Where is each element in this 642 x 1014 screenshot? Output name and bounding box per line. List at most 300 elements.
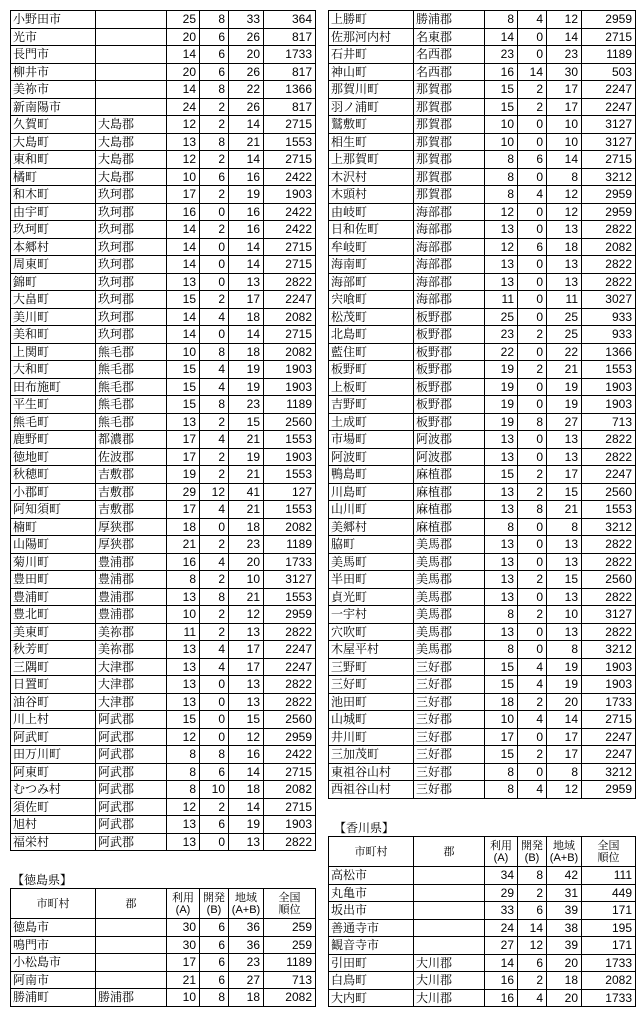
dev-b-cell: 4 [518, 659, 547, 677]
county-cell: 大津郡 [96, 659, 167, 677]
municipality-cell: 橘町 [11, 169, 96, 187]
county-cell: 麻植郡 [414, 519, 485, 537]
use-a-cell: 30 [167, 919, 200, 937]
use-a-cell: 11 [167, 624, 200, 642]
dev-b-cell: 0 [200, 256, 229, 274]
table-row [11, 46, 316, 64]
dev-b-cell: 2 [200, 291, 229, 309]
header-text: 地域 [235, 891, 257, 904]
area-ab-cell: 17 [547, 99, 582, 117]
county-cell: 大川郡 [414, 955, 485, 973]
dev-b-cell: 2 [200, 99, 229, 117]
rank-cell: 1903 [582, 659, 636, 677]
county-cell: 那賀郡 [414, 81, 485, 99]
municipality-cell: 神山町 [329, 64, 414, 82]
use-a-cell: 8 [167, 571, 200, 589]
municipality-cell: 坂出市 [329, 902, 414, 920]
rank-cell: 2247 [264, 291, 316, 309]
table-row [329, 274, 636, 292]
use-a-cell: 16 [485, 972, 518, 990]
dev-b-cell: 0 [200, 834, 229, 852]
table-row [11, 116, 316, 134]
rank-cell: 817 [264, 99, 316, 117]
table-row [11, 571, 316, 589]
header-text: 開発 [203, 891, 225, 904]
area-ab-cell: 19 [547, 396, 582, 414]
area-ab-cell: 8 [547, 764, 582, 782]
rank-cell: 2422 [264, 169, 316, 187]
dev-b-cell: 2 [200, 466, 229, 484]
rank-cell: 2822 [582, 624, 636, 642]
municipality-cell: 久賀町 [11, 116, 96, 134]
use-a-cell: 8 [485, 151, 518, 169]
municipality-cell: 豊北町 [11, 606, 96, 624]
dev-b-cell: 0 [518, 589, 547, 607]
rank-cell: 2715 [264, 764, 316, 782]
area-ab-cell: 21 [229, 501, 264, 519]
area-ab-cell: 21 [229, 134, 264, 152]
rank-cell: 2082 [582, 972, 636, 990]
rank-cell: 1733 [264, 554, 316, 572]
use-a-cell: 14 [167, 239, 200, 257]
area-ab-cell: 39 [547, 937, 582, 955]
dev-b-cell: 2 [200, 221, 229, 239]
area-ab-cell: 13 [547, 221, 582, 239]
table-row [329, 571, 636, 589]
dev-b-cell: 2 [518, 746, 547, 764]
county-cell [96, 64, 167, 82]
municipality-cell: 阿知須町 [11, 501, 96, 519]
county-cell: 玖珂郡 [96, 186, 167, 204]
area-ab-cell: 13 [547, 536, 582, 554]
area-ab-cell: 21 [547, 361, 582, 379]
municipality-cell: 美祢市 [11, 81, 96, 99]
table-row [11, 711, 316, 729]
table-row [329, 344, 636, 362]
table-row [11, 134, 316, 152]
area-ab-cell: 33 [229, 11, 264, 29]
county-cell: 美祢郡 [96, 641, 167, 659]
use-a-cell: 8 [485, 606, 518, 624]
rank-cell: 2715 [264, 799, 316, 817]
county-cell: 阿武郡 [96, 746, 167, 764]
table-row [11, 449, 316, 467]
county-cell: 豊浦郡 [96, 571, 167, 589]
rank-cell: 1189 [264, 954, 316, 972]
rank-cell: 1189 [582, 46, 636, 64]
dev-b-cell: 8 [200, 746, 229, 764]
use-a-cell: 13 [485, 256, 518, 274]
table-row [329, 326, 636, 344]
use-a-cell: 13 [485, 274, 518, 292]
rank-cell: 1733 [582, 990, 636, 1008]
area-ab-cell: 20 [547, 955, 582, 973]
use-a-cell: 8 [485, 169, 518, 187]
table-row [11, 641, 316, 659]
use-a-cell: 8 [167, 764, 200, 782]
table-row [329, 11, 636, 29]
dev-b-cell: 6 [518, 151, 547, 169]
municipality-cell: 観音寺市 [329, 937, 414, 955]
use-a-cell: 8 [485, 11, 518, 29]
county-cell: 阿武郡 [96, 799, 167, 817]
use-a-cell: 17 [485, 729, 518, 747]
rank-cell: 1553 [264, 431, 316, 449]
rank-cell: 1903 [264, 361, 316, 379]
dev-b-cell: 14 [518, 64, 547, 82]
use-a-cell: 8 [485, 519, 518, 537]
table-row [329, 606, 636, 624]
municipality-cell: 鴨島町 [329, 466, 414, 484]
rank-cell: 2560 [264, 711, 316, 729]
dev-b-cell: 4 [518, 11, 547, 29]
table-row [329, 151, 636, 169]
rank-cell: 2822 [582, 221, 636, 239]
county-cell: 熊毛郡 [96, 361, 167, 379]
rank-cell: 2822 [582, 256, 636, 274]
dev-b-cell: 0 [200, 711, 229, 729]
table-row [329, 361, 636, 379]
area-ab-cell: 31 [547, 885, 582, 903]
dev-b-cell: 0 [518, 116, 547, 134]
dev-b-cell: 6 [200, 169, 229, 187]
dev-b-cell: 8 [200, 396, 229, 414]
table-row [329, 134, 636, 152]
use-a-cell: 12 [167, 799, 200, 817]
area-ab-cell: 16 [229, 221, 264, 239]
county-cell [96, 937, 167, 955]
use-a-cell: 13 [485, 571, 518, 589]
rank-cell: 2959 [264, 606, 316, 624]
county-cell: 海部郡 [414, 256, 485, 274]
use-a-cell: 12 [485, 239, 518, 257]
county-cell: 大島郡 [96, 151, 167, 169]
county-cell [96, 81, 167, 99]
county-cell: 麻植郡 [414, 484, 485, 502]
area-ab-cell: 18 [229, 344, 264, 362]
table-row [329, 484, 636, 502]
rank-cell: 2822 [264, 834, 316, 852]
municipality-cell: 吉野町 [329, 396, 414, 414]
rank-cell: 2715 [264, 239, 316, 257]
area-ab-cell: 12 [547, 204, 582, 222]
area-ab-cell: 23 [547, 46, 582, 64]
municipality-cell: 北島町 [329, 326, 414, 344]
dev-b-cell: 8 [200, 989, 229, 1007]
dev-b-cell: 0 [518, 431, 547, 449]
area-ab-cell: 16 [229, 746, 264, 764]
municipality-cell: 松茂町 [329, 309, 414, 327]
use-a-cell: 13 [167, 676, 200, 694]
dev-b-cell: 2 [518, 972, 547, 990]
table-row [329, 781, 636, 799]
table-row [11, 344, 316, 362]
rank-cell: 2959 [582, 11, 636, 29]
area-ab-cell: 13 [547, 589, 582, 607]
table-row [329, 764, 636, 782]
county-cell: 厚狭郡 [96, 536, 167, 554]
area-ab-cell: 21 [547, 501, 582, 519]
use-a-cell: 10 [167, 989, 200, 1007]
municipality-cell: 阿東町 [11, 764, 96, 782]
dev-b-cell: 4 [518, 676, 547, 694]
county-cell: 那賀郡 [414, 134, 485, 152]
area-ab-cell: 18 [229, 989, 264, 1007]
area-ab-cell: 30 [547, 64, 582, 82]
area-ab-cell: 16 [229, 169, 264, 187]
use-a-cell: 15 [485, 676, 518, 694]
county-cell [414, 937, 485, 955]
use-a-cell: 19 [167, 466, 200, 484]
municipality-cell: 高松市 [329, 867, 414, 885]
table-row [11, 536, 316, 554]
rank-cell: 933 [582, 309, 636, 327]
table-row [329, 955, 636, 973]
header-text: 市町村 [36, 897, 70, 910]
use-a-cell: 23 [485, 46, 518, 64]
municipality-cell: 東和町 [11, 151, 96, 169]
rank-cell: 2959 [582, 186, 636, 204]
table-row [11, 466, 316, 484]
rank-cell: 3212 [582, 519, 636, 537]
county-cell: 美祢郡 [96, 624, 167, 642]
dev-b-cell: 10 [200, 781, 229, 799]
municipality-cell: 玖珂町 [11, 221, 96, 239]
dev-b-cell: 2 [518, 99, 547, 117]
area-ab-cell: 20 [229, 46, 264, 64]
county-cell [96, 11, 167, 29]
use-a-cell: 12 [167, 729, 200, 747]
table-row [11, 989, 316, 1007]
header-use-a [167, 889, 200, 919]
area-ab-cell: 18 [229, 309, 264, 327]
municipality-cell: 豊浦町 [11, 589, 96, 607]
rank-cell: 1189 [264, 396, 316, 414]
use-a-cell: 17 [167, 186, 200, 204]
use-a-cell: 13 [167, 659, 200, 677]
use-a-cell: 16 [167, 554, 200, 572]
county-cell: 佐波郡 [96, 449, 167, 467]
table-row [11, 186, 316, 204]
use-a-cell: 8 [485, 781, 518, 799]
header-text: 順位 [278, 903, 301, 916]
dev-b-cell: 2 [518, 571, 547, 589]
table-row [329, 589, 636, 607]
area-ab-cell: 17 [547, 466, 582, 484]
header-text: 地域 [553, 839, 575, 852]
municipality-cell: 小郡町 [11, 484, 96, 502]
use-a-cell: 19 [485, 396, 518, 414]
area-ab-cell: 21 [229, 466, 264, 484]
dev-b-cell: 2 [200, 414, 229, 432]
header-municipality [329, 837, 414, 867]
rank-cell: 2822 [582, 589, 636, 607]
dev-b-cell: 4 [200, 501, 229, 519]
use-a-cell: 14 [485, 955, 518, 973]
county-cell: 吉敷郡 [96, 501, 167, 519]
area-ab-cell: 16 [229, 204, 264, 222]
area-ab-cell: 26 [229, 99, 264, 117]
dev-b-cell: 4 [200, 379, 229, 397]
dev-b-cell: 0 [518, 554, 547, 572]
rank-cell: 1366 [264, 81, 316, 99]
use-a-cell: 17 [167, 449, 200, 467]
dev-b-cell: 0 [518, 309, 547, 327]
municipality-cell: 旭村 [11, 816, 96, 834]
municipality-cell: 福栄村 [11, 834, 96, 852]
dev-b-cell: 4 [200, 309, 229, 327]
header-text: 市町村 [354, 845, 388, 858]
county-cell: 板野郡 [414, 361, 485, 379]
municipality-cell: 鷲敷町 [329, 116, 414, 134]
use-a-cell: 8 [485, 641, 518, 659]
rank-cell: 2422 [264, 746, 316, 764]
area-ab-cell: 17 [547, 729, 582, 747]
municipality-cell: 大内町 [329, 990, 414, 1008]
use-a-cell: 13 [485, 431, 518, 449]
municipality-cell: 柳井市 [11, 64, 96, 82]
county-cell: 阿波郡 [414, 449, 485, 467]
area-ab-cell: 13 [547, 256, 582, 274]
municipality-cell: 山城町 [329, 711, 414, 729]
county-cell: 那賀郡 [414, 99, 485, 117]
municipality-cell: 阿武町 [11, 729, 96, 747]
tokushima-table [10, 888, 316, 1007]
dev-b-cell: 2 [518, 326, 547, 344]
county-cell: 名東郡 [414, 29, 485, 47]
municipality-cell: 土成町 [329, 414, 414, 432]
area-ab-cell: 14 [229, 116, 264, 134]
table-row [329, 729, 636, 747]
dev-b-cell: 4 [200, 554, 229, 572]
county-cell: 美馬郡 [414, 624, 485, 642]
dev-b-cell: 0 [200, 519, 229, 537]
use-a-cell: 8 [167, 746, 200, 764]
use-a-cell: 13 [485, 536, 518, 554]
county-cell: 三好郡 [414, 659, 485, 677]
table-row [329, 711, 636, 729]
table-row [11, 221, 316, 239]
header-text: (B) [524, 851, 540, 864]
rank-cell: 1903 [264, 449, 316, 467]
use-a-cell: 13 [485, 221, 518, 239]
dev-b-cell: 6 [200, 937, 229, 955]
rank-cell: 2822 [582, 274, 636, 292]
table-row [329, 169, 636, 187]
table-row [11, 484, 316, 502]
rank-cell: 2715 [264, 116, 316, 134]
county-cell: 都濃郡 [96, 431, 167, 449]
area-ab-cell: 8 [547, 519, 582, 537]
municipality-cell: 山川町 [329, 501, 414, 519]
municipality-cell: 木沢村 [329, 169, 414, 187]
table-row [11, 972, 316, 990]
dev-b-cell: 0 [518, 379, 547, 397]
area-ab-cell: 42 [547, 867, 582, 885]
area-ab-cell: 20 [547, 694, 582, 712]
table-row [11, 431, 316, 449]
table-row [11, 606, 316, 624]
table-row [329, 466, 636, 484]
municipality-cell: 三加茂町 [329, 746, 414, 764]
rank-cell: 2247 [264, 659, 316, 677]
dev-b-cell: 2 [200, 624, 229, 642]
area-ab-cell: 18 [229, 519, 264, 537]
rank-cell: 1733 [582, 694, 636, 712]
area-ab-cell: 13 [229, 624, 264, 642]
use-a-cell: 10 [167, 344, 200, 362]
table-row [11, 361, 316, 379]
municipality-cell: 上関町 [11, 344, 96, 362]
rank-cell: 2082 [264, 344, 316, 362]
use-a-cell: 13 [167, 641, 200, 659]
table-row [11, 937, 316, 955]
use-a-cell: 15 [485, 746, 518, 764]
county-cell: 熊毛郡 [96, 344, 167, 362]
table-row [11, 676, 316, 694]
dev-b-cell: 4 [518, 781, 547, 799]
table-row [11, 816, 316, 834]
table-row [329, 694, 636, 712]
header-municipality [11, 889, 96, 919]
rank-cell: 2822 [582, 536, 636, 554]
area-ab-cell: 21 [229, 431, 264, 449]
dev-b-cell: 4 [200, 431, 229, 449]
rank-cell: 1733 [582, 955, 636, 973]
use-a-cell: 13 [485, 589, 518, 607]
municipality-cell: 由岐町 [329, 204, 414, 222]
municipality-cell: 板野町 [329, 361, 414, 379]
header-text: (B) [206, 903, 222, 916]
county-cell: 三好郡 [414, 676, 485, 694]
area-ab-cell: 13 [229, 834, 264, 852]
table-row [329, 116, 636, 134]
table-row [329, 990, 636, 1008]
area-ab-cell: 12 [229, 729, 264, 747]
use-a-cell: 13 [167, 134, 200, 152]
municipality-cell: 美和町 [11, 326, 96, 344]
rank-cell: 3127 [582, 606, 636, 624]
dev-b-cell: 6 [518, 239, 547, 257]
use-a-cell: 15 [485, 99, 518, 117]
area-ab-cell: 21 [229, 589, 264, 607]
table-row [11, 624, 316, 642]
municipality-cell: 三隅町 [11, 659, 96, 677]
dev-b-cell: 0 [518, 134, 547, 152]
use-a-cell: 8 [485, 186, 518, 204]
use-a-cell: 10 [485, 711, 518, 729]
municipality-cell: 大島町 [11, 134, 96, 152]
table-row [11, 954, 316, 972]
municipality-cell: 海部町 [329, 274, 414, 292]
area-ab-cell: 13 [229, 274, 264, 292]
use-a-cell: 13 [167, 589, 200, 607]
municipality-cell: 長門市 [11, 46, 96, 64]
municipality-cell: 川上村 [11, 711, 96, 729]
table-row [11, 256, 316, 274]
area-ab-cell: 12 [547, 11, 582, 29]
header-county [414, 837, 485, 867]
use-a-cell: 20 [167, 64, 200, 82]
table-row [11, 326, 316, 344]
dev-b-cell: 2 [518, 81, 547, 99]
header-text: 開発 [521, 839, 543, 852]
area-ab-cell: 19 [229, 449, 264, 467]
use-a-cell: 17 [167, 954, 200, 972]
municipality-cell: 白鳥町 [329, 972, 414, 990]
dev-b-cell: 8 [200, 11, 229, 29]
use-a-cell: 22 [485, 344, 518, 362]
